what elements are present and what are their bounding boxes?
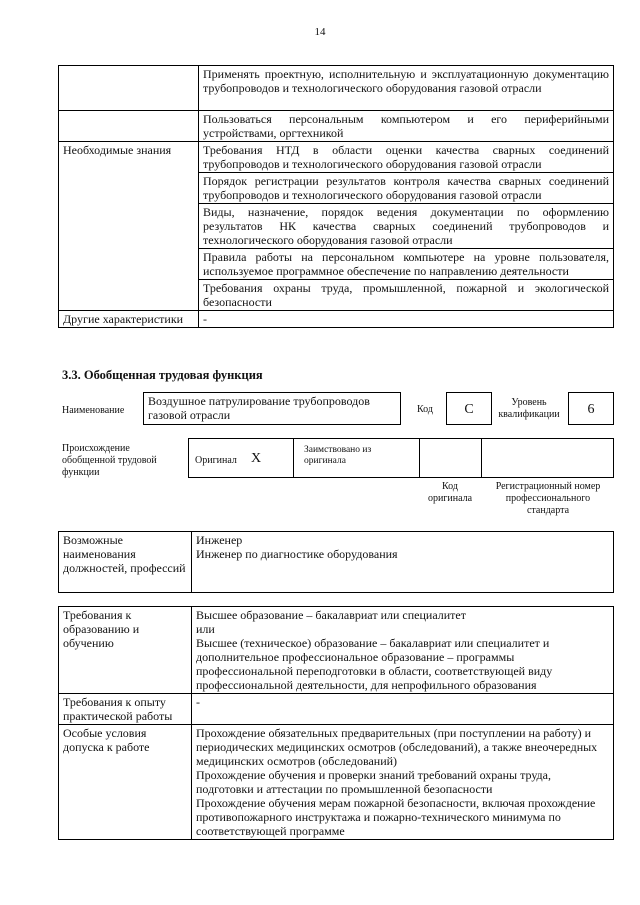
- section-heading: 3.3. Обобщенная трудовая функция: [62, 368, 263, 382]
- table-row-label: Возможные наименования должностей, профессий: [59, 532, 192, 593]
- name-value: Воздушное патрулирование трубопроводов газовой отрасли: [143, 392, 401, 425]
- table-row-label: Необходимые знания: [59, 142, 199, 311]
- level-value: 6: [568, 392, 614, 425]
- name-label: Наименование: [62, 405, 125, 416]
- positions-table: [58, 531, 614, 593]
- original-mark: X: [251, 451, 262, 466]
- table-cell: [192, 725, 614, 840]
- table-row-label: Требования к опыту практической работы: [59, 694, 192, 725]
- reg-number-caption: Регистрационный номер профессионального стандарта: [495, 481, 601, 516]
- competency-table: [58, 65, 614, 328]
- table-cell: [192, 607, 614, 694]
- list-item: Прохождение обучения и проверки знаний требований охраны труда, подготовки и аттестации по промышленной безопасности: [196, 768, 551, 796]
- list-item: Прохождение обучения мерам пожарной безопасности, включая прохождение противопожарного инструктажа и пожарно-технического минимума по соответствующей программе: [196, 796, 596, 838]
- table-row-label: Особые условия допуска к работе: [59, 725, 192, 840]
- list-item: Прохождение обязательных предварительных (при поступлении на работу) и периодических медицинских осмотров (обследований), а также внеочередных медицинских осмотров (обследований): [196, 726, 598, 768]
- table-cell: -: [199, 311, 614, 328]
- list-item: Высшее (техническое) образование – бакалавриат или специалитет и дополнительное профессиональное образование – программы профессиональной переподготовки в области, соответствующей виду профессиональной деятельности, для непрофильного образования: [196, 636, 553, 692]
- original-cell: [188, 438, 294, 478]
- requirements-table: [58, 606, 614, 840]
- table-cell: [192, 532, 614, 593]
- orig-code-caption: Код оригинала: [427, 481, 473, 504]
- level-label: Уровень квалификации: [498, 397, 560, 420]
- table-row-label: [59, 66, 199, 111]
- table-row-label: Требования к образованию и обучению: [59, 607, 192, 694]
- table-cell: Требования охраны труда, промышленной, пожарной и экологической безопасности: [199, 280, 614, 311]
- code-value: C: [446, 392, 492, 425]
- table-cell: Правила работы на персональном компьютере на уровне пользователя, используемое программное обеспечение по направлению деятельности: [199, 249, 614, 280]
- position-item: Инженер по диагностике оборудования: [196, 547, 398, 561]
- orig-code-cell: [419, 438, 482, 478]
- borrowed-label: Заимствовано из оригинала: [293, 438, 420, 478]
- list-item: Высшее образование – бакалавриат или специалитет: [196, 608, 466, 622]
- position-item: Инженер: [196, 533, 243, 547]
- original-label: Оригинал: [195, 455, 237, 466]
- table-cell: Применять проектную, исполнительную и эксплуатационную документацию трубопроводов и технологического оборудования газовой отрасли: [199, 66, 614, 111]
- origin-label: Происхождение обобщенной трудовой функции: [62, 443, 157, 478]
- table-cell: Пользоваться персональным компьютером и его периферийными устройствами, оргтехникой: [199, 111, 614, 142]
- reg-number-cell: [481, 438, 614, 478]
- list-item: или: [196, 622, 215, 636]
- table-cell: Требования НТД в области оценки качества сварных соединений трубопроводов и технологического оборудования газовой отрасли: [199, 142, 614, 173]
- table-cell: Виды, назначение, порядок ведения документации по оформлению результатов НК качества сварных соединений трубопроводов и технологического оборудования газовой отрасли: [199, 204, 614, 249]
- page-number: 14: [314, 26, 326, 38]
- table-cell: Порядок регистрации результатов контроля качества сварных соединений трубопроводов и технологического оборудования газовой отрасли: [199, 173, 614, 204]
- table-row-label: Другие характеристики: [59, 311, 199, 328]
- table-cell: -: [192, 694, 614, 725]
- code-label: Код: [417, 404, 433, 415]
